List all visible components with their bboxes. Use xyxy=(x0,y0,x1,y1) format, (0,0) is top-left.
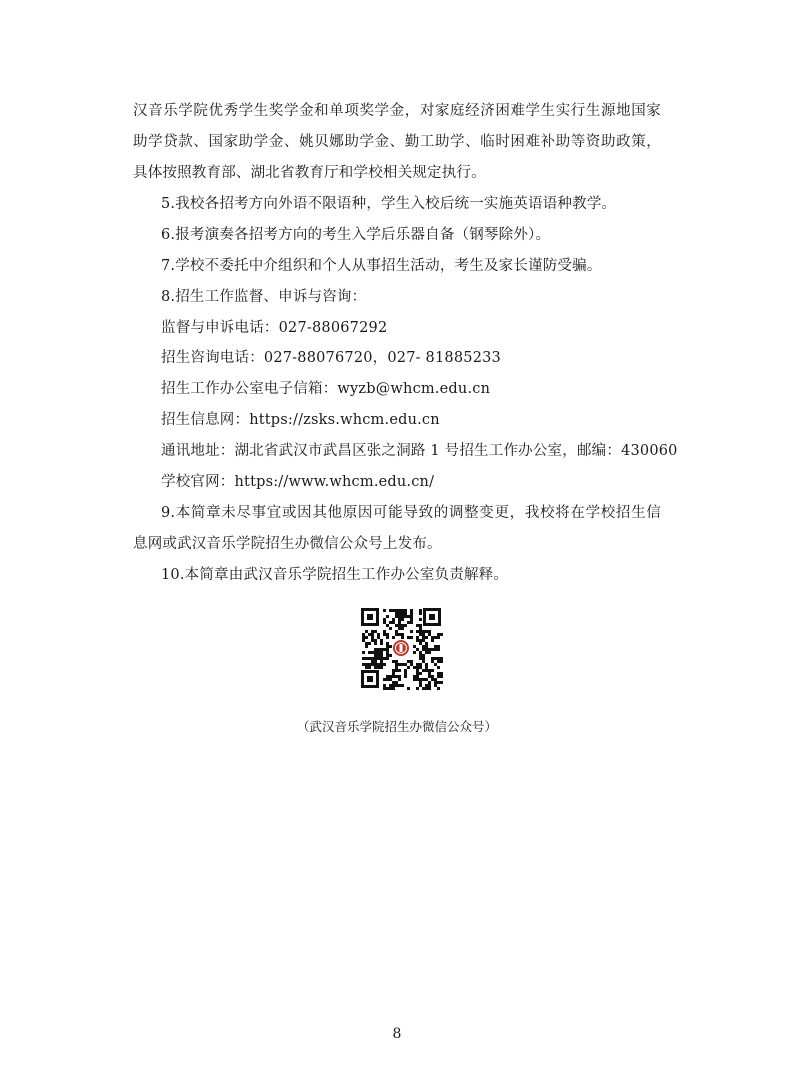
item-9-line-1: 9.本简章未尽事宜或因其他原因可能导致的调整变更，我校将在学校招生信 xyxy=(161,505,661,521)
admission-email: 招生工作办公室电子信箱：wyzb@whcm.edu.cn xyxy=(161,381,491,397)
item-8: 8.招生工作监督、申诉与咨询： xyxy=(161,289,367,305)
item-10: 10.本简章由武汉音乐学院招生工作办公室负责解释。 xyxy=(161,567,509,583)
consult-phone: 招生咨询电话：027-88076720，027- 81885233 xyxy=(161,350,501,366)
wechat-qr-code xyxy=(359,606,443,690)
item-5: 5.我校各招考方向外语不限语种，学生入校后统一实施英语语种教学。 xyxy=(161,196,617,212)
paragraph-top-line-2: 助学贷款、国家助学金、姚贝娜助学金、勤工助学、临时困难补助等资助政策， xyxy=(133,134,661,150)
item-9-line-2: 息网或武汉音乐学院招生办微信公众号上发布。 xyxy=(133,536,442,552)
mailing-address: 通讯地址：湖北省武汉市武昌区张之洞路 1 号招生工作办公室，邮编：430060 xyxy=(161,443,678,459)
page-number: 8 xyxy=(392,1026,402,1042)
supervision-phone: 监督与申诉电话：027-88067292 xyxy=(161,320,388,336)
school-website: 学校官网：https://www.whcm.edu.cn/ xyxy=(161,474,435,490)
admission-website: 招生信息网：https://zsks.whcm.edu.cn xyxy=(161,412,440,428)
qr-caption: （武汉音乐学院招生办微信公众号） xyxy=(296,719,497,734)
paragraph-top-line-1: 汉音乐学院优秀学生奖学金和单项奖学金，对家庭经济困难学生实行生源地国家 xyxy=(133,103,661,119)
item-6: 6.报考演奏各招考方向的考生入学后乐器自备（钢琴除外）。 xyxy=(161,227,551,243)
paragraph-top-line-3: 具体按照教育部、湖北省教育厅和学校相关规定执行。 xyxy=(133,165,486,181)
item-7: 7.学校不委托中介组织和个人从事招生活动，考生及家长谨防受骗。 xyxy=(161,258,602,274)
